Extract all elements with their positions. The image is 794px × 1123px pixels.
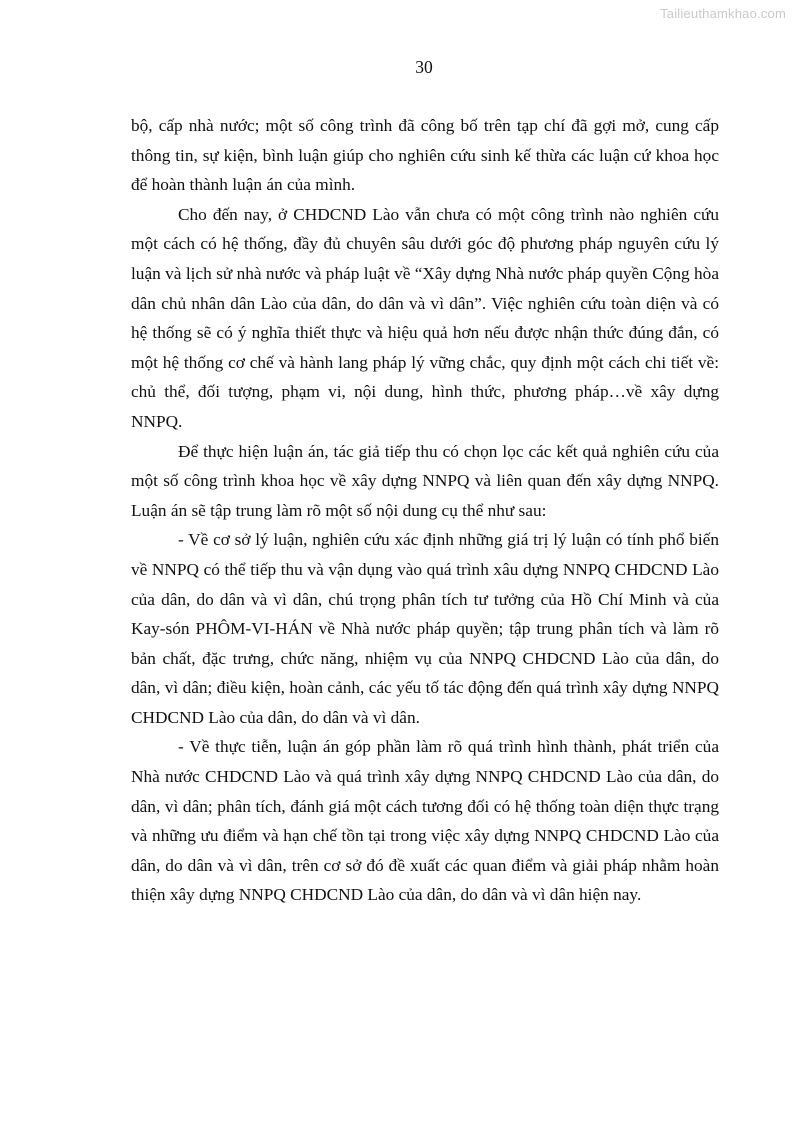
paragraph-theory-item: - Về cơ sở lý luận, nghiên cứu xác định những giá trị lý luận có tính phổ biến về NNPQ có thể tiếp thu và vận dụng vào quá trình xâu dựng NNPQ CHDCND Lào của dân, do dân và vì dân, chú trọng phân tích tư tưởng của Hồ Chí Minh và của Kay-són PHÔM-VI-HÁN về Nhà nước pháp quyền; tập trung phân tích và làm rõ bản chất, đặc trưng, chức năng, nhiệm vụ của NNPQ CHDCND Lào của dân, do dân, vì dân; điều kiện, hoàn cảnh, các yếu tố tác động đến quá trình xây dựng NNPQ CHDCND Lào của dân, do dân và vì dân. [131, 530, 719, 727]
paragraph-continuation: bộ, cấp nhà nước; một số công trình đã công bố trên tạp chí đã gợi mở, cung cấp thông tin, sự kiện, bình luận giúp cho nghiên cứu sinh kế thừa các luận cứ khoa học để hoàn thành luận án của mình. [131, 116, 719, 195]
paragraph: Cho đến nay, ở CHDCND Lào vẫn chưa có một công trình nào nghiên cứu một cách có hệ thống, đầy đủ chuyên sâu dưới góc độ phương pháp nguyên cứu lý luận và lịch sử nhà nước và pháp luật về “Xây dựng Nhà nước pháp quyền Cộng hòa dân chủ nhân dân Lào của dân, do dân và vì dân”. Việc nghiên cứu toàn diện và có hệ thống sẽ có ý nghĩa thiết thực và hiệu quả hơn nếu được nhận thức đúng đắn, có một hệ thống cơ chế và hành lang pháp lý vững chắc, quy định một cách chi tiết về: chủ thể, đối tượng, phạm vi, nội dung, hình thức, phương pháp…về xây dựng NNPQ. [131, 204, 719, 431]
document-body [131, 111, 719, 910]
watermark-text: Tailieuthamkhao.com [660, 6, 786, 21]
page-number: 30 [415, 57, 433, 77]
paragraph-practice-item: - Về thực tiễn, luận án góp phần làm rõ quá trình hình thành, phát triển của Nhà nước CHDCND Lào và quá trình xây dựng NNPQ CHDCND Lào của dân, do dân, vì dân; phân tích, đánh giá một cách tương đối có hệ thống toàn diện thực trạng và những ưu điểm và hạn chế tồn tại trong việc xây dựng NNPQ CHDCND Lào của dân, do dân và vì dân, trên cơ sở đó đề xuất các quan điểm và giải pháp nhằm hoàn thiện xây dựng NNPQ CHDCND Lào của dân, do dân và vì dân hiện nay. [131, 737, 719, 905]
paragraph: Để thực hiện luận án, tác giả tiếp thu có chọn lọc các kết quả nghiên cứu của một số công trình khoa học về xây dựng NNPQ và liên quan đến xây dựng NNPQ. Luận án sẽ tập trung làm rõ một số nội dung cụ thể như sau: [131, 441, 719, 520]
